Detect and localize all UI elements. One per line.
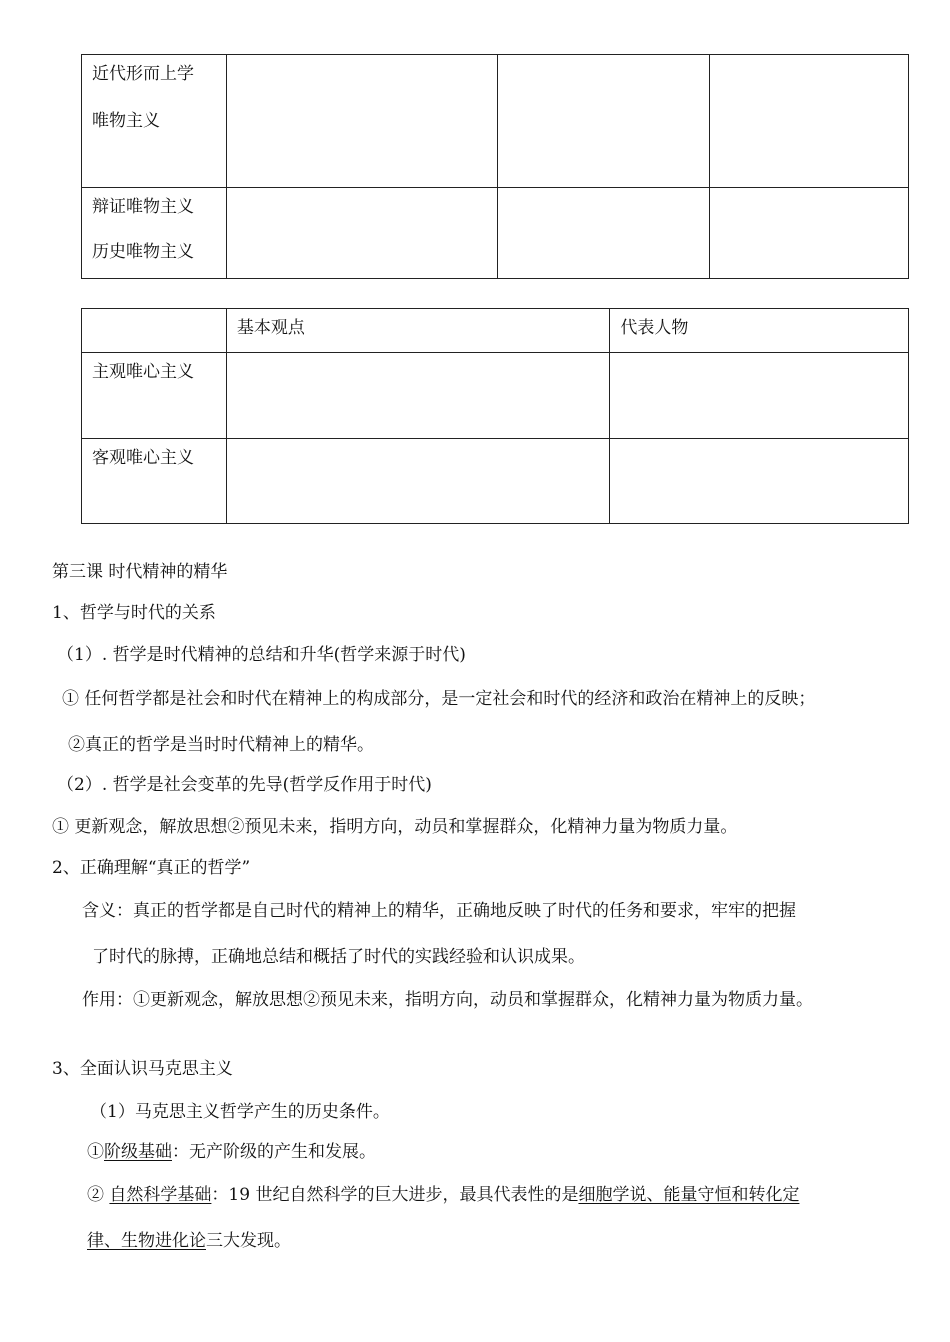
table-cell	[610, 353, 909, 439]
table-cell	[226, 55, 497, 188]
row-label-line: 辩证唯物主义	[92, 197, 194, 217]
table-cell	[710, 55, 909, 188]
table-header-cell: 基本观点	[226, 309, 610, 353]
condition-item	[87, 1137, 376, 1162]
row-label-line: 唯物主义	[92, 111, 160, 131]
lesson-title: 第三课 时代精神的精华	[52, 562, 228, 582]
item-text: 三大发现。	[206, 1231, 291, 1251]
paragraph: ① 任何哲学都是社会和时代在精神上的构成部分，是一定社会和时代的经济和政治在精神上的反映；	[62, 689, 816, 709]
table-header-cell: 代表人物	[610, 309, 909, 353]
row-label-line: 历史唯物主义	[92, 242, 194, 262]
table-row-label	[82, 188, 227, 279]
table-cell	[226, 188, 497, 279]
section-heading: 2、正确理解“真正的哲学”	[52, 858, 251, 878]
table-cell	[710, 188, 909, 279]
table-header-cell	[82, 309, 227, 353]
idealism-table	[81, 308, 909, 524]
key-term: 自然科学基础	[109, 1185, 212, 1205]
table-cell	[497, 55, 710, 188]
table-row-label	[82, 55, 227, 188]
condition-item-continued	[87, 1226, 291, 1251]
table-cell	[497, 188, 710, 279]
table-cell	[226, 353, 610, 439]
key-term: 细胞学说、能量守恒和转化定	[578, 1185, 800, 1205]
condition-item	[87, 1180, 799, 1205]
paragraph: ① 更新观念，解放思想②预见未来，指明方向，动员和掌握群众，化精神力量为物质力量。	[52, 817, 738, 837]
table-cell	[610, 439, 909, 524]
key-term: 阶级基础	[104, 1142, 172, 1162]
table-cell	[226, 439, 610, 524]
paragraph: （2）. 哲学是社会变革的先导(哲学反作用于时代)	[57, 775, 432, 795]
item-text: ：19 世纪自然科学的巨大进步，最具代表性的是	[211, 1185, 579, 1205]
paragraph: 了时代的脉搏，正确地总结和概括了时代的实践经验和认识成果。	[92, 947, 585, 967]
key-term: 律、生物进化论	[87, 1231, 206, 1251]
paragraph: 作用：①更新观念，解放思想②预见未来，指明方向，动员和掌握群众，化精神力量为物质力量。	[82, 990, 813, 1010]
materialism-table	[81, 54, 909, 279]
item-marker: ①	[87, 1142, 104, 1162]
paragraph: （1）马克思主义哲学产生的历史条件。	[90, 1102, 390, 1122]
section-heading: 1、哲学与时代的关系	[52, 603, 216, 623]
table-row-label: 客观唯心主义	[82, 439, 227, 524]
item-marker: ②	[87, 1185, 110, 1205]
paragraph: 含义：真正的哲学都是自己时代的精神上的精华，正确地反映了时代的任务和要求，牢牢的把握	[82, 901, 796, 921]
item-text: ：无产阶级的产生和发展。	[172, 1142, 376, 1162]
row-label-line: 近代形而上学	[92, 64, 194, 84]
paragraph: （1）. 哲学是时代精神的总结和升华(哲学来源于时代)	[57, 645, 466, 665]
table-row-label: 主观唯心主义	[82, 353, 227, 439]
section-heading: 3、全面认识马克思主义	[52, 1059, 233, 1079]
paragraph: ②真正的哲学是当时时代精神上的精华。	[68, 735, 374, 755]
